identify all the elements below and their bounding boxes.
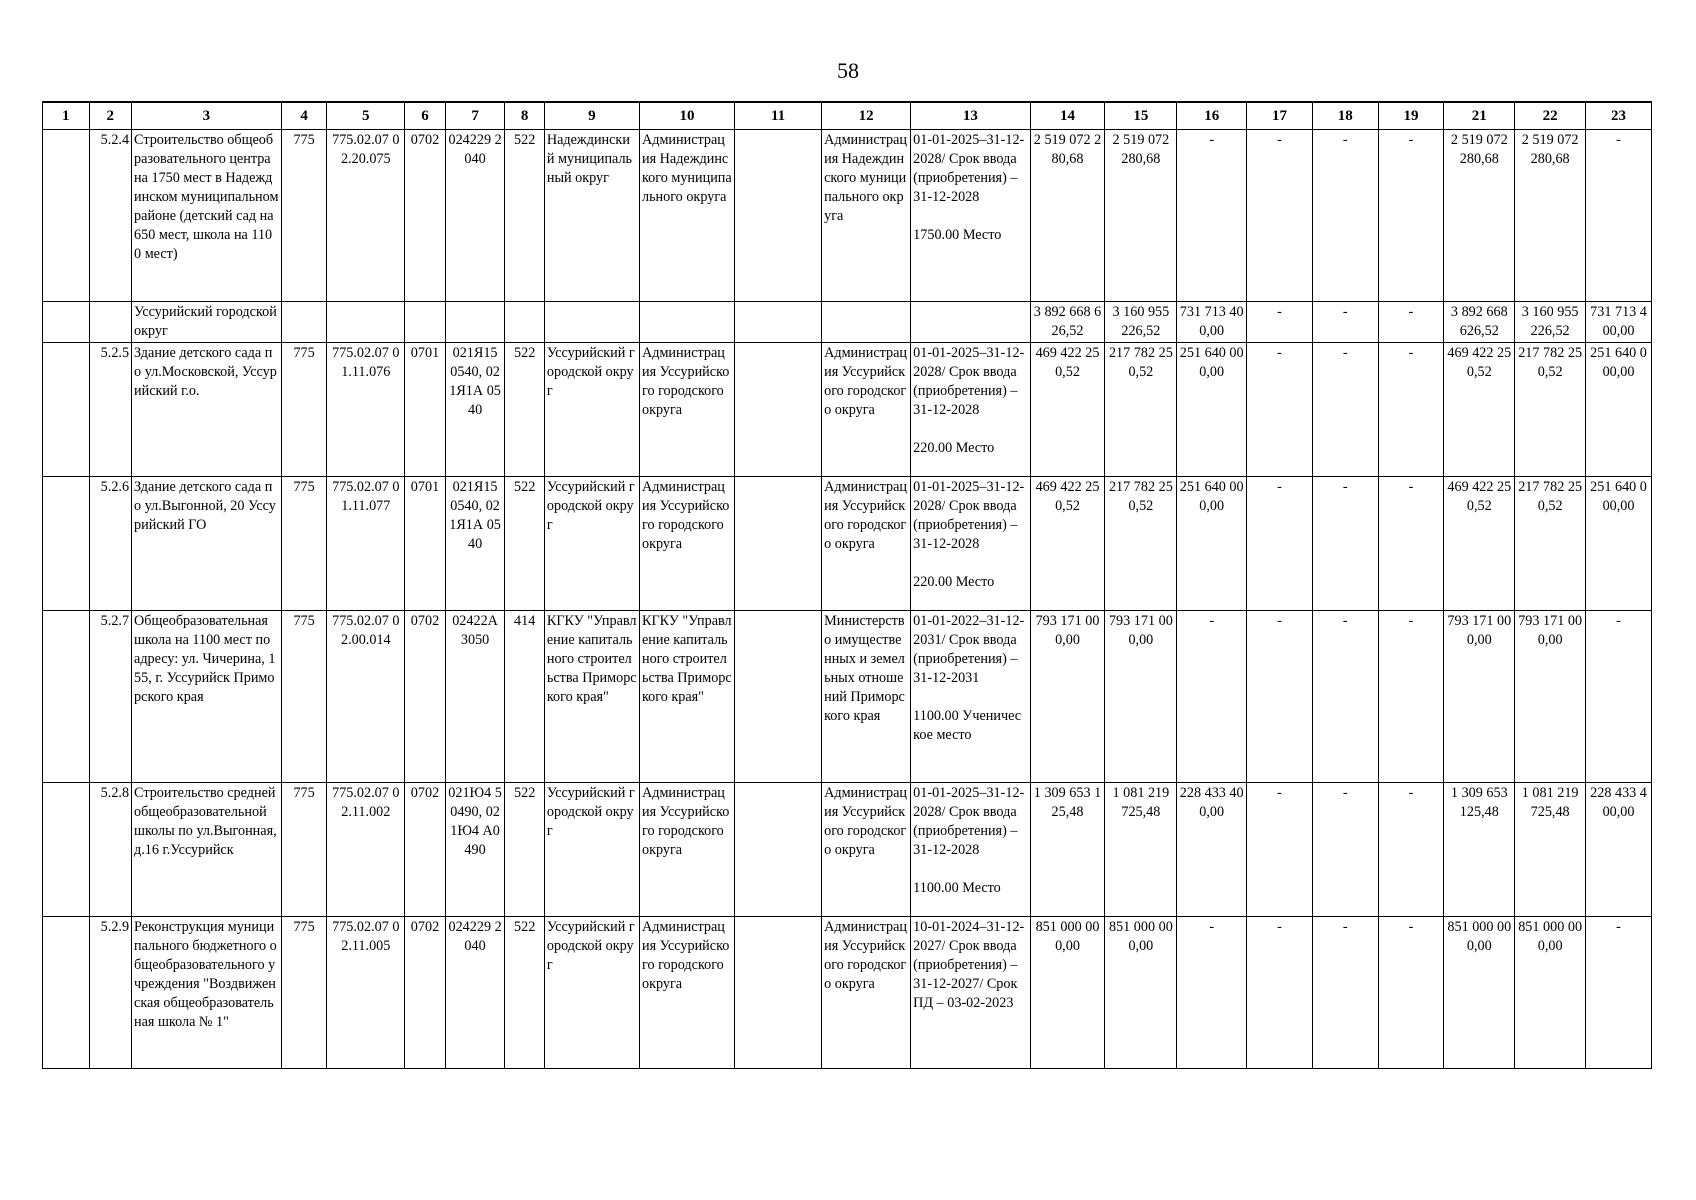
cell-col11 <box>735 130 822 302</box>
cell-col11 <box>735 917 822 1069</box>
cell-col10: Администрация Уссурийского городского округа <box>639 477 734 611</box>
cell-col12: Администрация Надеждинского муниципального округа <box>822 130 911 302</box>
cell-col1 <box>43 302 90 343</box>
header-row <box>43 102 1652 130</box>
cell-col8: 522 <box>505 343 544 477</box>
cell-item-number: 5.2.6 <box>89 477 132 611</box>
table-row <box>43 343 1652 477</box>
cell-col13-capacity: 1750.00 Место <box>913 227 1002 243</box>
cell-object-name: Уссурийский городской округ <box>132 302 282 343</box>
cell-col18: - <box>1312 343 1378 477</box>
cell-col4: 775 <box>281 477 327 611</box>
cell-col15: 2 519 072 280,68 <box>1105 130 1177 302</box>
cell-item-number <box>89 302 132 343</box>
cell-col14: 3 892 668 626,52 <box>1030 302 1105 343</box>
cell-col23: 251 640 000,00 <box>1586 343 1652 477</box>
cell-col23: - <box>1586 611 1652 783</box>
cell-col19: - <box>1378 611 1444 783</box>
cell-col13 <box>911 343 1030 477</box>
cell-col13 <box>911 611 1030 783</box>
cell-col13-capacity: 220.00 Место <box>913 574 995 590</box>
table-row <box>43 477 1652 611</box>
cell-col4: 775 <box>281 343 327 477</box>
column-header: 16 <box>1177 102 1247 130</box>
cell-item-number: 5.2.7 <box>89 611 132 783</box>
column-header: 9 <box>544 102 639 130</box>
cell-col1 <box>43 477 90 611</box>
column-header: 12 <box>822 102 911 130</box>
cell-col23: - <box>1586 917 1652 1069</box>
cell-col22: 217 782 250,52 <box>1515 477 1586 611</box>
cell-col7: 021Я15 0540, 021Я1А 0540 <box>445 343 505 477</box>
cell-col18: - <box>1312 477 1378 611</box>
cell-col11 <box>735 783 822 917</box>
cell-col17: - <box>1247 783 1313 917</box>
cell-item-number: 5.2.9 <box>89 917 132 1069</box>
cell-col5: 775.02.07 02.11.005 <box>327 917 405 1069</box>
column-header: 18 <box>1312 102 1378 130</box>
cell-col4: 775 <box>281 130 327 302</box>
cell-col13 <box>911 783 1030 917</box>
cell-col5 <box>327 302 405 343</box>
cell-col14: 851 000 000,00 <box>1030 917 1105 1069</box>
cell-object-name: Здание детского сада по ул.Московской, Уссурийский г.о. <box>132 343 282 477</box>
cell-col9: Уссурийский городской округ <box>544 917 639 1069</box>
cell-col18: - <box>1312 611 1378 783</box>
cell-col9: Надеждинский муниципальный округ <box>544 130 639 302</box>
cell-col14: 2 519 072 280,68 <box>1030 130 1105 302</box>
cell-col4: 775 <box>281 783 327 917</box>
cell-item-number: 5.2.5 <box>89 343 132 477</box>
cell-col14: 469 422 250,52 <box>1030 343 1105 477</box>
cell-object-name: Общеобразовательная школа на 1100 мест по адресу: ул. Чичерина, 155, г. Уссурийск Приморского края <box>132 611 282 783</box>
cell-col15: 3 160 955 226,52 <box>1105 302 1177 343</box>
cell-col17: - <box>1247 302 1313 343</box>
table-row <box>43 611 1652 783</box>
cell-col13 <box>911 477 1030 611</box>
cell-col23: 228 433 400,00 <box>1586 783 1652 917</box>
cell-col19: - <box>1378 130 1444 302</box>
cell-col13-period: 01-01-2022–31-12-2031/ Срок ввода (приобретения) – 31-12-2031 <box>913 613 1025 686</box>
cell-col10: Администрация Уссурийского городского округа <box>639 343 734 477</box>
column-header: 23 <box>1586 102 1652 130</box>
cell-col13-capacity: 1100.00 Место <box>913 880 1001 896</box>
cell-col23: 251 640 000,00 <box>1586 477 1652 611</box>
column-header: 6 <box>405 102 445 130</box>
cell-col19: - <box>1378 302 1444 343</box>
column-header: 1 <box>43 102 90 130</box>
cell-col17: - <box>1247 477 1313 611</box>
cell-col16: - <box>1177 611 1247 783</box>
cell-col23: - <box>1586 130 1652 302</box>
cell-col6 <box>405 302 445 343</box>
cell-col4 <box>281 302 327 343</box>
cell-col12: Администрация Уссурийского городского округа <box>822 477 911 611</box>
cell-col13-capacity: 220.00 Место <box>913 440 995 456</box>
cell-col22: 2 519 072 280,68 <box>1515 130 1586 302</box>
cell-col17: - <box>1247 917 1313 1069</box>
cell-col10: Администрация Уссурийского городского округа <box>639 917 734 1069</box>
cell-col16: - <box>1177 917 1247 1069</box>
cell-col9: Уссурийский городской округ <box>544 343 639 477</box>
cell-col13-capacity: 1100.00 Ученическое место <box>913 708 1022 743</box>
cell-col1 <box>43 783 90 917</box>
cell-col19: - <box>1378 783 1444 917</box>
table-row <box>43 917 1652 1069</box>
cell-col9: КГКУ "Управление капитального строительства Приморского края" <box>544 611 639 783</box>
cell-col18: - <box>1312 917 1378 1069</box>
cell-col12: Министерство имущественных и земельных отношений Приморского края <box>822 611 911 783</box>
cell-col17: - <box>1247 130 1313 302</box>
cell-col9: Уссурийский городской округ <box>544 477 639 611</box>
column-header: 15 <box>1105 102 1177 130</box>
cell-col5: 775.02.07 01.11.077 <box>327 477 405 611</box>
cell-col13 <box>911 130 1030 302</box>
cell-col5: 775.02.07 02.11.002 <box>327 783 405 917</box>
cell-col13-period: 01-01-2025–31-12-2028/ Срок ввода (приобретения) – 31-12-2028 <box>913 132 1025 205</box>
cell-col14: 469 422 250,52 <box>1030 477 1105 611</box>
cell-col21: 2 519 072 280,68 <box>1444 130 1515 302</box>
cell-col21: 1 309 653 125,48 <box>1444 783 1515 917</box>
cell-col21: 851 000 000,00 <box>1444 917 1515 1069</box>
cell-col19: - <box>1378 917 1444 1069</box>
cell-col9: Уссурийский городской округ <box>544 783 639 917</box>
cell-col13-period: 01-01-2025–31-12-2028/ Срок ввода (приобретения) – 31-12-2028 <box>913 785 1025 858</box>
cell-col6: 0702 <box>405 130 445 302</box>
cell-col8: 522 <box>505 917 544 1069</box>
cell-col21: 793 171 000,00 <box>1444 611 1515 783</box>
column-header: 21 <box>1444 102 1515 130</box>
cell-col9 <box>544 302 639 343</box>
cell-object-name: Строительство общеобразовательного центра на 1750 мест в Надеждинском муниципальном районе (детский сад на 650 мест, школа на 1100 мест) <box>132 130 282 302</box>
cell-col15: 217 782 250,52 <box>1105 477 1177 611</box>
cell-col1 <box>43 343 90 477</box>
cell-col8: 414 <box>505 611 544 783</box>
cell-col11 <box>735 611 822 783</box>
cell-col10 <box>639 302 734 343</box>
cell-item-number: 5.2.8 <box>89 783 132 917</box>
cell-col15: 217 782 250,52 <box>1105 343 1177 477</box>
cell-col18: - <box>1312 783 1378 917</box>
column-header: 19 <box>1378 102 1444 130</box>
column-header: 4 <box>281 102 327 130</box>
cell-col16: 731 713 400,00 <box>1177 302 1247 343</box>
cell-col17: - <box>1247 611 1313 783</box>
cell-col22: 217 782 250,52 <box>1515 343 1586 477</box>
cell-col7: 024229 2040 <box>445 130 505 302</box>
cell-col10: Администрация Надеждинского муниципального округа <box>639 130 734 302</box>
cell-col12: Администрация Уссурийского городского округа <box>822 343 911 477</box>
column-header: 8 <box>505 102 544 130</box>
table-row <box>43 783 1652 917</box>
column-header: 5 <box>327 102 405 130</box>
cell-object-name: Реконструкция муниципального бюджетного общеобразовательного учреждения "Воздвиженская общеобразовательная школа № 1" <box>132 917 282 1069</box>
column-header: 11 <box>735 102 822 130</box>
table-row <box>43 130 1652 302</box>
cell-col16: - <box>1177 130 1247 302</box>
cell-col22: 793 171 000,00 <box>1515 611 1586 783</box>
cell-col23: 731 713 400,00 <box>1586 302 1652 343</box>
cell-col21: 3 892 668 626,52 <box>1444 302 1515 343</box>
cell-col8 <box>505 302 544 343</box>
cell-item-number: 5.2.4 <box>89 130 132 302</box>
cell-col12: Администрация Уссурийского городского округа <box>822 917 911 1069</box>
cell-col8: 522 <box>505 477 544 611</box>
cell-col6: 0701 <box>405 477 445 611</box>
cell-object-name: Здание детского сада по ул.Выгонной, 20 Уссурийский ГО <box>132 477 282 611</box>
cell-object-name: Строительство средней общеобразовательной школы по ул.Выгонная, д.16 г.Уссурийск <box>132 783 282 917</box>
column-header: 7 <box>445 102 505 130</box>
cell-col6: 0702 <box>405 611 445 783</box>
cell-col13-period: 01-01-2025–31-12-2028/ Срок ввода (приобретения) – 31-12-2028 <box>913 345 1025 418</box>
cell-col18: - <box>1312 302 1378 343</box>
cell-col12: Администрация Уссурийского городского округа <box>822 783 911 917</box>
cell-col10: КГКУ "Управление капитального строительства Приморского края" <box>639 611 734 783</box>
column-header: 10 <box>639 102 734 130</box>
column-header: 13 <box>911 102 1030 130</box>
column-header: 2 <box>89 102 132 130</box>
cell-col18: - <box>1312 130 1378 302</box>
cell-col21: 469 422 250,52 <box>1444 477 1515 611</box>
cell-col15: 793 171 000,00 <box>1105 611 1177 783</box>
column-header: 17 <box>1247 102 1313 130</box>
cell-col7: 021Ю4 50490, 021Ю4 А0490 <box>445 783 505 917</box>
page-number: 58 <box>837 58 859 83</box>
budget-table <box>42 101 1652 1069</box>
cell-col7: 021Я15 0540, 021Я1А 0540 <box>445 477 505 611</box>
cell-col13-period: 01-01-2025–31-12-2028/ Срок ввода (приобретения) – 31-12-2028 <box>913 479 1025 552</box>
cell-col11 <box>735 302 822 343</box>
cell-col8: 522 <box>505 130 544 302</box>
table-row <box>43 302 1652 343</box>
cell-col13 <box>911 302 1030 343</box>
cell-col6: 0701 <box>405 343 445 477</box>
cell-col16: 251 640 000,00 <box>1177 477 1247 611</box>
cell-col19: - <box>1378 343 1444 477</box>
cell-col19: - <box>1378 477 1444 611</box>
cell-col8: 522 <box>505 783 544 917</box>
cell-col16: 251 640 000,00 <box>1177 343 1247 477</box>
cell-col7: 024229 2040 <box>445 917 505 1069</box>
column-header: 14 <box>1030 102 1105 130</box>
cell-col17: - <box>1247 343 1313 477</box>
cell-col11 <box>735 343 822 477</box>
cell-col16: 228 433 400,00 <box>1177 783 1247 917</box>
cell-col4: 775 <box>281 917 327 1069</box>
cell-col7 <box>445 302 505 343</box>
column-header: 3 <box>132 102 282 130</box>
cell-col6: 0702 <box>405 783 445 917</box>
cell-col7: 02422А 3050 <box>445 611 505 783</box>
cell-col1 <box>43 130 90 302</box>
cell-col1 <box>43 917 90 1069</box>
column-header: 22 <box>1515 102 1586 130</box>
cell-col14: 793 171 000,00 <box>1030 611 1105 783</box>
cell-col10: Администрация Уссурийского городского округа <box>639 783 734 917</box>
cell-col5: 775.02.07 02.20.075 <box>327 130 405 302</box>
cell-col22: 851 000 000,00 <box>1515 917 1586 1069</box>
cell-col13-period: 10-01-2024–31-12-2027/ Срок ввода (приобретения) – 31-12-2027/ Срок ПД – 03-02-2023 <box>913 919 1025 1011</box>
cell-col15: 851 000 000,00 <box>1105 917 1177 1069</box>
cell-col15: 1 081 219 725,48 <box>1105 783 1177 917</box>
cell-col14: 1 309 653 125,48 <box>1030 783 1105 917</box>
cell-col5: 775.02.07 02.00.014 <box>327 611 405 783</box>
cell-col22: 1 081 219 725,48 <box>1515 783 1586 917</box>
cell-col12 <box>822 302 911 343</box>
cell-col6: 0702 <box>405 917 445 1069</box>
cell-col5: 775.02.07 01.11.076 <box>327 343 405 477</box>
cell-col4: 775 <box>281 611 327 783</box>
cell-col21: 469 422 250,52 <box>1444 343 1515 477</box>
cell-col1 <box>43 611 90 783</box>
cell-col22: 3 160 955 226,52 <box>1515 302 1586 343</box>
cell-col11 <box>735 477 822 611</box>
cell-col13 <box>911 917 1030 1069</box>
